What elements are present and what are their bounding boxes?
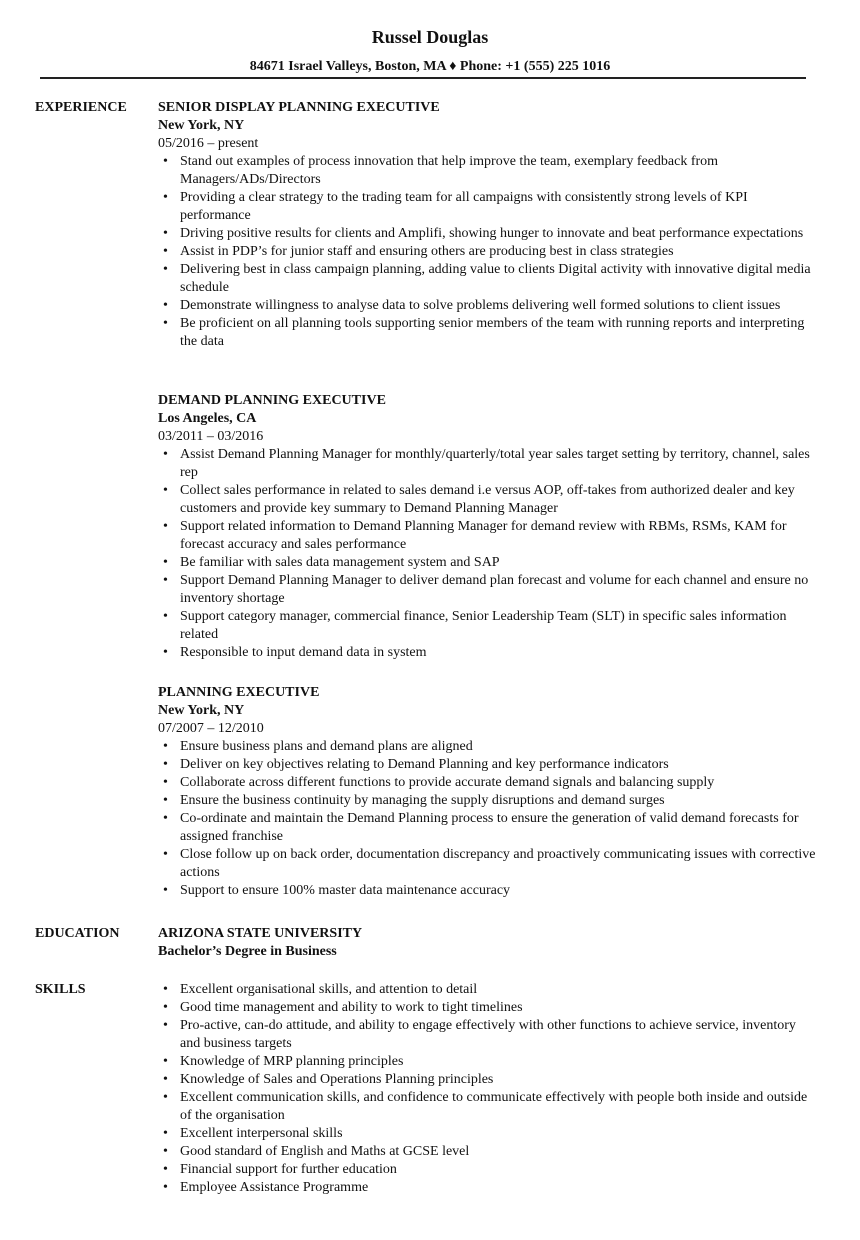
job-bullets: [158, 446, 818, 662]
job-bullets: [158, 153, 818, 351]
job-entry: [158, 684, 818, 900]
list-item: • Stand out examples of process innovation that help improve the team, exemplary feedback from Managers/ADs/Directors: [158, 153, 818, 189]
job-title: PLANNING EXECUTIVE: [158, 685, 320, 700]
list-item: • Ensure the business continuity by managing the supply disruptions and demand surges: [158, 792, 818, 810]
list-item: • Providing a clear strategy to the trading team for all campaigns with consistently strong levels of KPI performance: [158, 189, 818, 225]
skills-section: [158, 981, 818, 1197]
header-divider: [40, 77, 806, 79]
education-section: [158, 925, 818, 961]
list-item: • Co-ordinate and maintain the Demand Planning process to ensure the generation of valid demand forecasts for assigned franchise: [158, 810, 818, 846]
job-entry: [158, 392, 818, 662]
job-location: New York, NY: [158, 118, 245, 133]
list-item: • Financial support for further education: [158, 1161, 818, 1179]
list-item: • Assist in PDP’s for junior staff and ensuring others are producing best in class strategies: [158, 243, 818, 261]
skills-heading: SKILLS: [35, 982, 86, 997]
degree: Bachelor’s Degree in Business: [158, 944, 337, 959]
list-item: • Support Demand Planning Manager to deliver demand plan forecast and volume for each channel and ensure no inventory shortage: [158, 572, 818, 608]
list-item: • Collect sales performance in related to sales demand i.e versus AOP, off-takes from authorized dealer and key customers and provide key summary to Demand Planning Manager: [158, 482, 818, 518]
contact-line: 84671 Israel Valleys, Boston, MA ♦ Phone: +1 (555) 225 1016: [249, 59, 611, 74]
list-item: • Delivering best in class campaign planning, adding value to clients Digital activity with innovative digital media schedule: [158, 261, 818, 297]
list-item: • Excellent communication skills, and confidence to communicate effectively with people both inside and outside of the organisation: [158, 1089, 818, 1125]
job-location: New York, NY: [158, 703, 245, 718]
list-item: • Excellent organisational skills, and attention to detail: [158, 981, 818, 999]
experience-heading: EXPERIENCE: [35, 100, 127, 115]
list-item: • Demonstrate willingness to analyse data to solve problems delivering well formed solutions to client issues: [158, 297, 818, 315]
job-dates: 03/2011 – 03/2016: [158, 429, 264, 444]
list-item: • Be familiar with sales data management system and SAP: [158, 554, 818, 572]
school-name: ARIZONA STATE UNIVERSITY: [158, 926, 363, 941]
job-dates: 05/2016 – present: [158, 136, 259, 151]
list-item: • Driving positive results for clients and Amplifi, showing hunger to innovate and beat performance expectations: [158, 225, 818, 243]
list-item: • Deliver on key objectives relating to Demand Planning and key performance indicators: [158, 756, 818, 774]
job-bullets: [158, 738, 818, 900]
job-entry: [158, 99, 818, 351]
list-item: • Employee Assistance Programme: [158, 1179, 818, 1197]
list-item: • Knowledge of Sales and Operations Planning principles: [158, 1071, 818, 1089]
education-heading: EDUCATION: [35, 926, 120, 941]
job-title: SENIOR DISPLAY PLANNING EXECUTIVE: [158, 100, 440, 115]
list-item: • Knowledge of MRP planning principles: [158, 1053, 818, 1071]
list-item: • Assist Demand Planning Manager for monthly/quarterly/total year sales target setting by territory, channel, sales rep: [158, 446, 818, 482]
job-location: Los Angeles, CA: [158, 411, 257, 426]
job-title: DEMAND PLANNING EXECUTIVE: [158, 393, 386, 408]
list-item: • Good standard of English and Maths at GCSE level: [158, 1143, 818, 1161]
skills-list: [158, 981, 818, 1197]
list-item: • Excellent interpersonal skills: [158, 1125, 818, 1143]
list-item: • Responsible to input demand data in system: [158, 644, 818, 662]
list-item: • Collaborate across different functions to provide accurate demand signals and balancing supply: [158, 774, 818, 792]
candidate-name: Russel Douglas: [371, 27, 489, 47]
list-item: • Be proficient on all planning tools supporting senior members of the team with running reports and interpreting the data: [158, 315, 818, 351]
list-item: • Close follow up on back order, documentation discrepancy and proactively communicating issues with corrective actions: [158, 846, 818, 882]
list-item: • Support related information to Demand Planning Manager for demand review with RBMs, RSMs, KAM for forecast accuracy and sales performance: [158, 518, 818, 554]
job-dates: 07/2007 – 12/2010: [158, 721, 264, 736]
list-item: • Pro-active, can-do attitude, and ability to engage effectively with other functions to achieve service, inventory and business targets: [158, 1017, 818, 1053]
list-item: • Ensure business plans and demand plans are aligned: [158, 738, 818, 756]
list-item: • Support category manager, commercial finance, Senior Leadership Team (SLT) in specific sales information related: [158, 608, 818, 644]
list-item: • Support to ensure 100% master data maintenance accuracy: [158, 882, 818, 900]
list-item: • Good time management and ability to work to tight timelines: [158, 999, 818, 1017]
